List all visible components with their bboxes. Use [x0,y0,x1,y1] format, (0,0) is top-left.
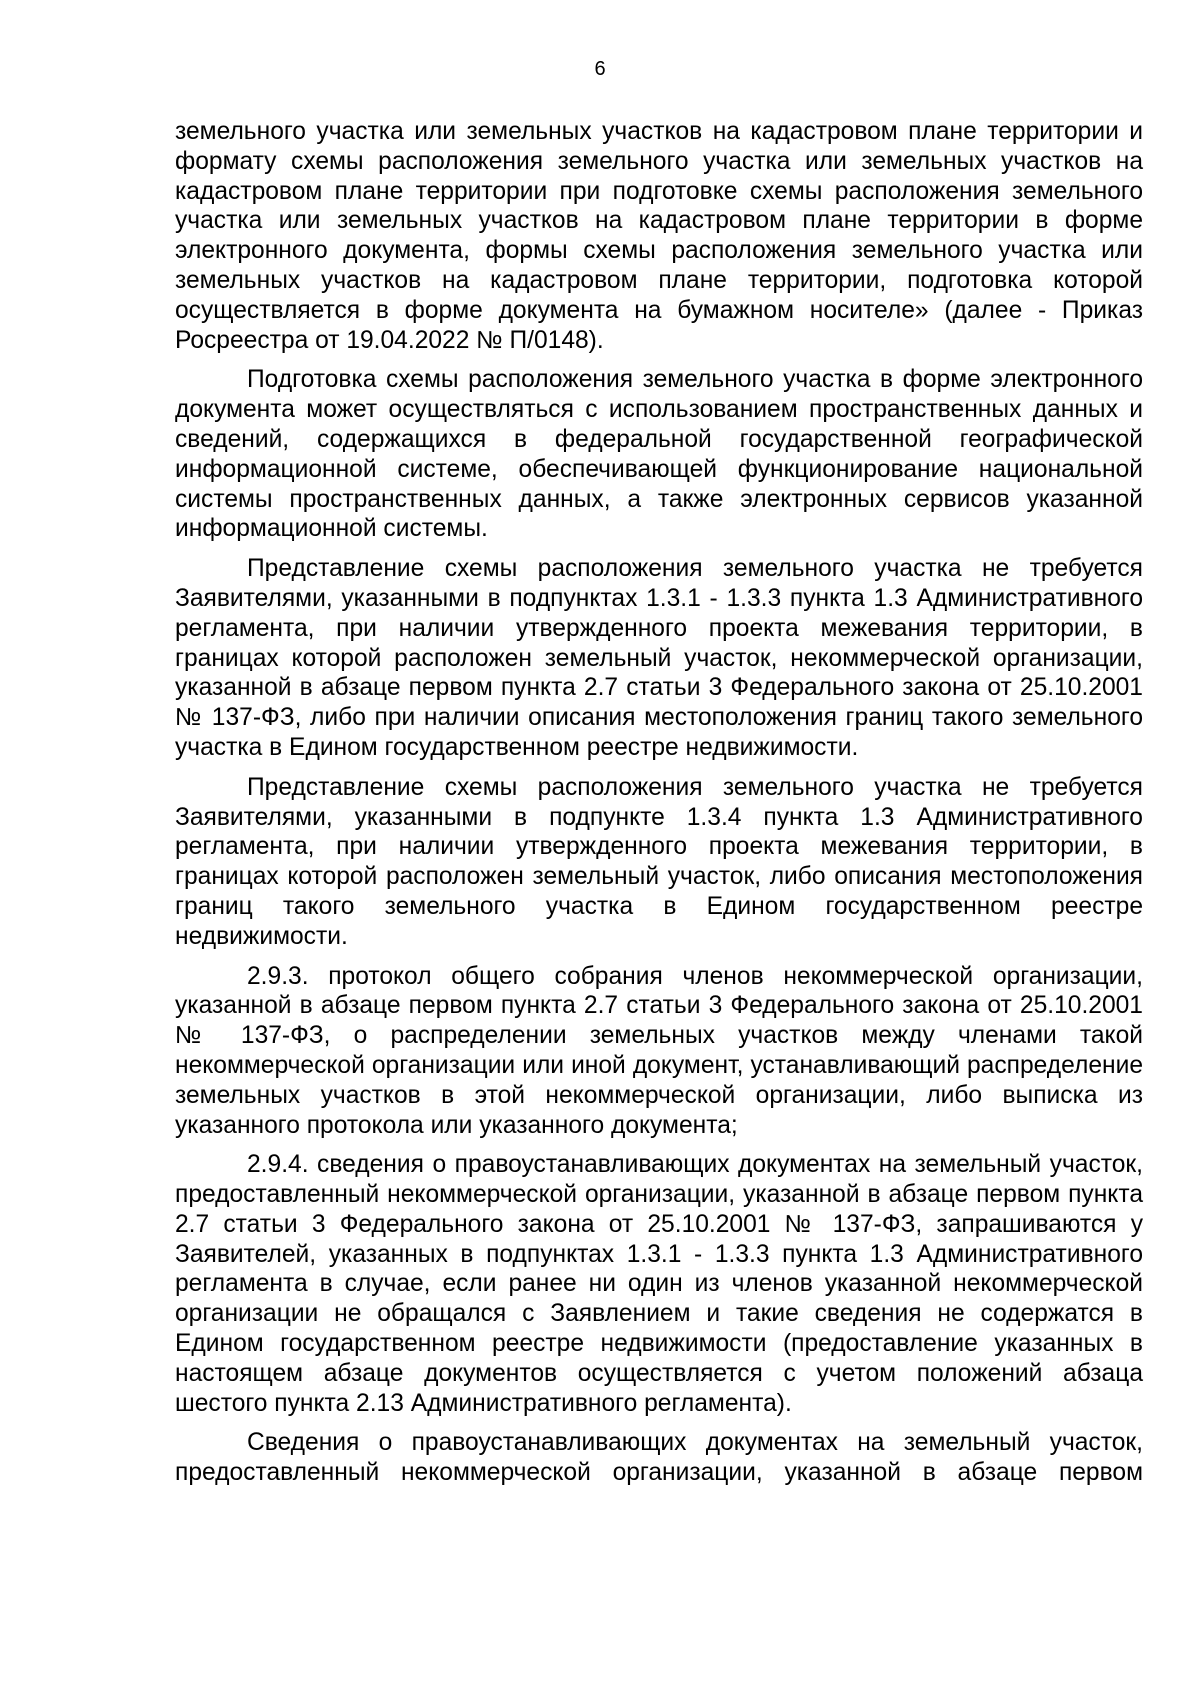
paragraph-title-documents: Сведения о правоустанавливающих документах на земельный участок, предоставленный некоммерческой организации, указанной в абзаце первом [175,1429,1143,1487]
paragraph-continuation: земельного участка или земельных участков на кадастровом плане территории и формату схемы расположения земельного участка или земельных участков на кадастровом плане территории при подготовке схемы расположения земельного участка или земельных участков на кадастровом плане территории в форме электронного документа, формы схемы расположения земельного участка или земельных участков на кадастровом плане территории, подготовка которой осуществляется в форме документа на бумажном носителе» (далее - Приказ Росреестра от 19.04.2022 № П/0148). [175,118,1143,354]
paragraph-2-9-4: 2.9.4. сведения о правоустанавливающих документах на земельный участок, предоставленный некоммерческой организации, указанной в абзаце первом пункта 2.7 статьи 3 Федерального закона от 25.10.2001 № 137-ФЗ, запрашиваются у Заявителей, указанных в подпунктах 1.3.1 - 1.3.3 пункта 1.3 Административного регламента в случае, если ранее ни один из членов указанной некоммерческой организации не обращался с Заявлением и такие сведения не содержатся в Едином государственном реестре недвижимости (предоставление указанных в настоящем абзаце документов осуществляется с учетом положений абзаца шестого пункта 2.13 Административного регламента). [175,1151,1143,1417]
paragraph-scheme-preparation: Подготовка схемы расположения земельного участка в форме электронного документа может осуществляться с использованием пространственных данных и сведений, содержащихся в федеральной государственной географической информационной системе, обеспечивающей функционирование национальной системы пространственных данных, а также электронных сервисов указанной информационной системы. [175,366,1143,543]
paragraph-scheme-not-required-1: Представление схемы расположения земельного участка не требуется Заявителями, указанными в подпунктах 1.3.1 - 1.3.3 пункта 1.3 Административного регламента, при наличии утвержденного проекта межевания территории, в границах которой расположен земельный участок, некоммерческой организации, указанной в абзаце первом пункта 2.7 статьи 3 Федерального закона от 25.10.2001 № 137-ФЗ, либо при наличии описания местоположения границ такого земельного участка в Едином государственном реестре недвижимости. [175,555,1143,761]
paragraph-2-9-3: 2.9.3. протокол общего собрания членов некоммерческой организации, указанной в абзаце первом пункта 2.7 статьи 3 Федерального закона от 25.10.2001 № 137-ФЗ, о распределении земельных участков между членами такой некоммерческой организации или иной документ, устанавливающий распределение земельных участков в этой некоммерческой организации, либо выписка из указанного протокола или указанного документа; [175,962,1143,1139]
paragraph-scheme-not-required-2: Представление схемы расположения земельного участка не требуется Заявителями, указанными в подпункте 1.3.4 пункта 1.3 Административного регламента, при наличии утвержденного проекта межевания территории, в границах которой расположен земельный участок, либо описания местоположения границ такого земельного участка в Едином государственном реестре недвижимости. [175,773,1143,950]
page-number: 6 [594,58,606,80]
document-body [175,117,1143,1498]
